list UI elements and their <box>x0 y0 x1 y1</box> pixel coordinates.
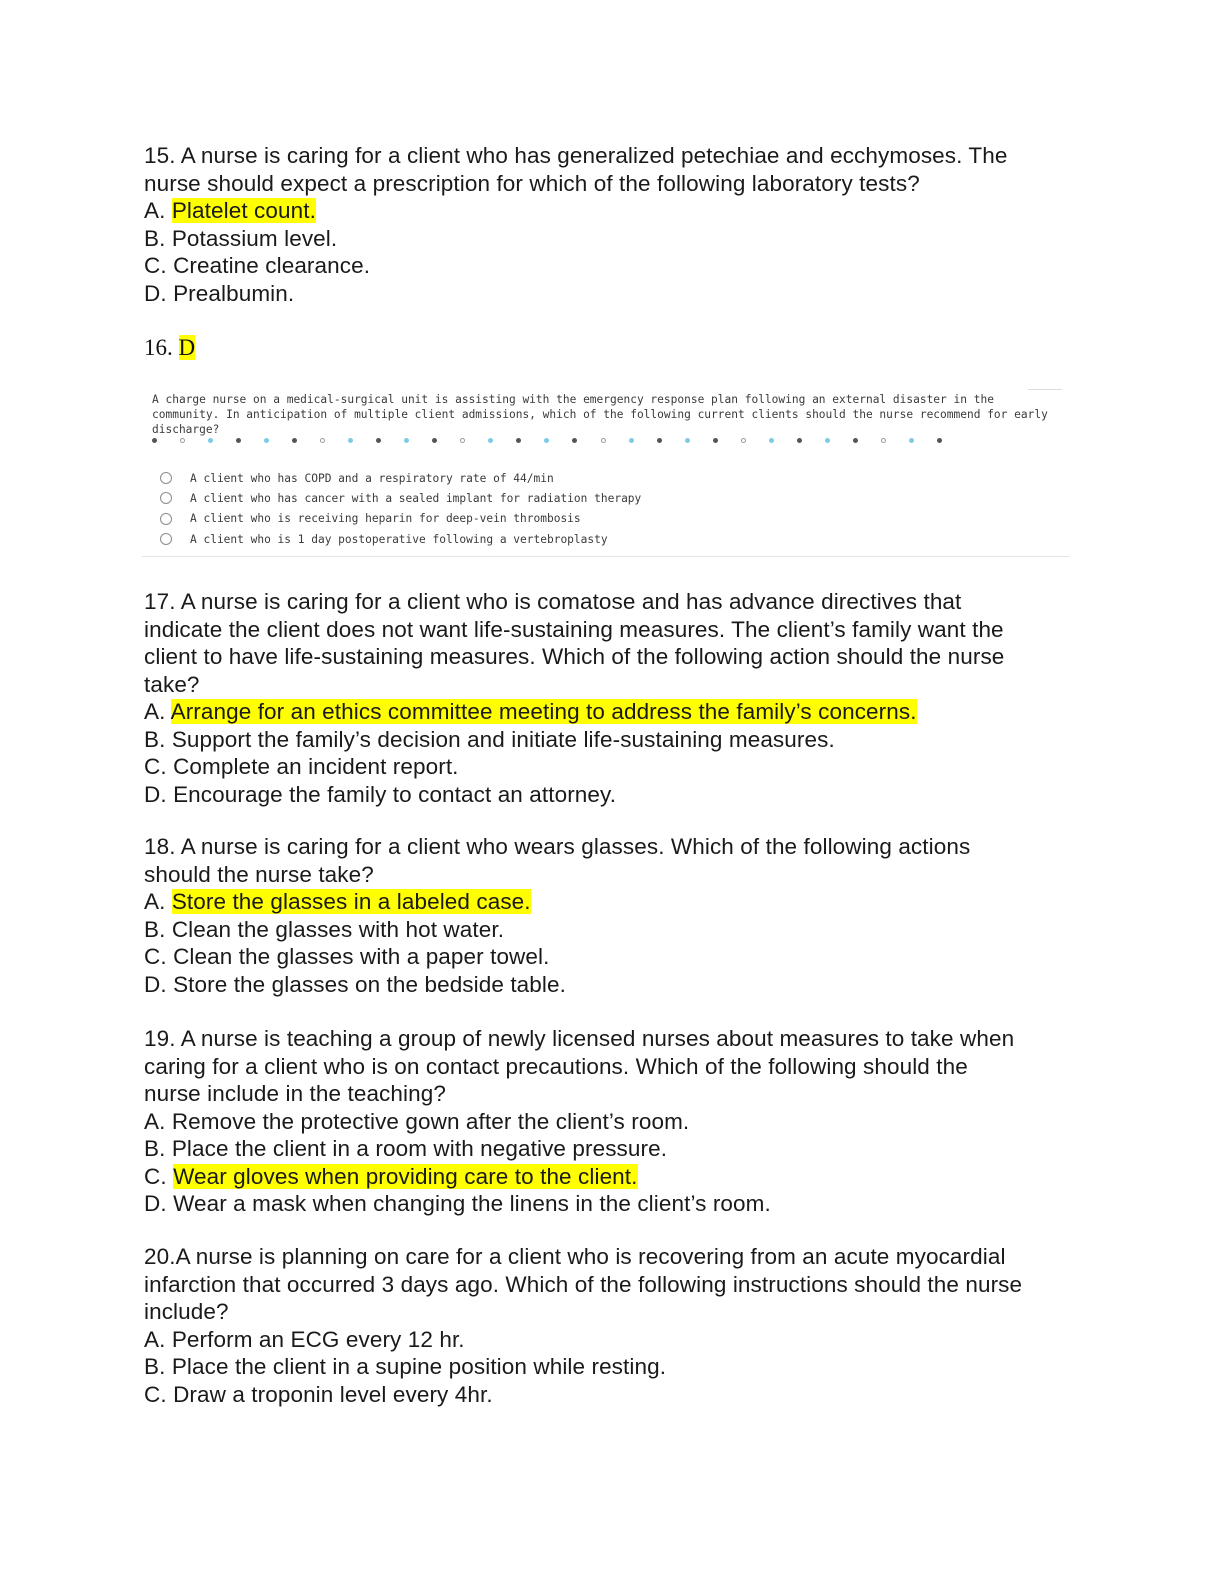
question-17-stem-line: take? <box>144 671 200 697</box>
option-a: A. Perform an ECG every 12 hr. <box>144 1326 465 1352</box>
question-20-stem-line: infarction that occurred 3 days ago. Which of the following instructions should the nurse <box>144 1271 1023 1297</box>
progress-dot <box>404 438 409 443</box>
question-15-stem-line: 15. A nurse is caring for a client who has generalized petechiae and ecchymoses. The <box>144 143 1008 168</box>
screenshot-option[interactable] <box>160 488 641 508</box>
option-a: A. Platelet count. <box>144 198 316 223</box>
option-d: D. Prealbumin. <box>144 280 295 306</box>
progress-dot <box>180 438 185 443</box>
option-b: B. Support the family’s decision and initiate life-sustaining measures. <box>144 726 835 752</box>
progress-dot <box>853 438 858 443</box>
screenshot-option[interactable] <box>160 468 641 488</box>
progress-dot <box>769 438 774 443</box>
highlighted-answer: Arrange for an ethics committee meeting to address the family’s concerns. <box>170 699 917 724</box>
progress-dot <box>825 438 830 443</box>
progress-dot <box>937 438 942 443</box>
option-a: A. Store the glasses in a labeled case. <box>144 889 531 914</box>
progress-dot <box>881 438 886 443</box>
progress-dot <box>320 438 325 443</box>
progress-dot <box>292 438 297 443</box>
question-16-number: 16. <box>144 335 173 360</box>
highlighted-answer: Store the glasses in a labeled case. <box>171 889 531 914</box>
option-d: D. Wear a mask when changing the linens in the client’s room. <box>144 1191 771 1216</box>
progress-dots <box>152 435 942 445</box>
highlighted-answer: Platelet count. <box>171 198 316 223</box>
option-b: B. Clean the glasses with hot water. <box>144 916 505 942</box>
screenshot-option-label: A client who has cancer with a sealed implant for radiation therapy <box>190 491 642 505</box>
question-18-stem-line: 18. A nurse is caring for a client who wears glasses. Which of the following actions <box>144 834 971 859</box>
progress-dot <box>516 438 521 443</box>
option-a: A. Arrange for an ethics committee meeting to address the family’s concerns. <box>144 699 917 724</box>
radio-button[interactable] <box>160 492 172 504</box>
radio-button[interactable] <box>160 472 172 484</box>
option-c: C. Complete an incident report. <box>144 754 459 779</box>
progress-dot <box>208 438 213 443</box>
question-18-stem-line: should the nurse take? <box>144 861 374 887</box>
question-17-stem-line: client to have life-sustaining measures. Which of the following action should the nurse <box>144 644 1005 669</box>
screenshot-option-label: A client who is 1 day postoperative following a vertebroplasty <box>190 532 608 546</box>
option-b: B. Place the client in a supine position while resting. <box>144 1354 667 1379</box>
option-b: B. Place the client in a room with negative pressure. <box>144 1136 668 1161</box>
question-15-stem-line: nurse should expect a prescription for which of the following laboratory tests? <box>144 170 920 196</box>
progress-dot <box>572 438 577 443</box>
question-15 <box>144 142 1074 307</box>
option-c: C. Wear gloves when providing care to the client. <box>144 1163 638 1189</box>
screenshot-option-label: A client who has COPD and a respiratory rate of 44/min <box>190 471 554 485</box>
progress-dot <box>348 438 353 443</box>
progress-dot <box>236 438 241 443</box>
screenshot-option[interactable] <box>160 509 641 529</box>
question-19-stem-line: caring for a client who is on contact precautions. Which of the following should the <box>144 1053 968 1079</box>
progress-dot <box>460 438 465 443</box>
radio-button[interactable] <box>160 513 172 525</box>
divider <box>1028 389 1062 390</box>
option-a: A. Remove the protective gown after the client’s room. <box>144 1108 690 1134</box>
question-20-stem-line: include? <box>144 1299 229 1324</box>
progress-dot <box>909 438 914 443</box>
embedded-quiz-screenshot <box>142 388 1070 557</box>
highlighted-answer: D <box>178 335 196 360</box>
progress-dot <box>741 438 746 443</box>
option-d: D. Store the glasses on the bedside table. <box>144 971 566 997</box>
progress-dot <box>376 438 381 443</box>
screenshot-option[interactable] <box>160 529 641 549</box>
progress-dot <box>432 438 437 443</box>
option-c: C. Creatine clearance. <box>144 253 371 278</box>
screenshot-option-label: A client who is receiving heparin for deep-vein thrombosis <box>190 512 581 526</box>
question-16-label <box>144 334 195 362</box>
option-c: C. Clean the glasses with a paper towel. <box>144 944 550 969</box>
question-17 <box>144 588 1074 808</box>
screenshot-question-text: A charge nurse on a medical-surgical unit is assisting with the emergency response plan following an external disaster in the community. In anticipation of multiple client admissions, which of the following current clients should the nurse recommend for early discharge? <box>152 393 1048 436</box>
question-17-stem-line: 17. A nurse is caring for a client who is comatose and has advance directives that <box>144 589 962 614</box>
progress-dot <box>544 438 549 443</box>
progress-dot <box>685 438 690 443</box>
progress-dot <box>152 438 157 443</box>
question-19 <box>144 1025 1074 1218</box>
progress-dot <box>629 438 634 443</box>
question-19-stem-line: nurse include in the teaching? <box>144 1081 446 1106</box>
progress-dot <box>488 438 493 443</box>
highlighted-answer: Wear gloves when providing care to the client. <box>173 1163 638 1189</box>
question-17-stem-line: indicate the client does not want life-sustaining measures. The client’s family want the <box>144 616 1004 642</box>
option-d: D. Encourage the family to contact an attorney. <box>144 781 617 807</box>
option-b: B. Potassium level. <box>144 225 338 251</box>
progress-dot <box>657 438 662 443</box>
progress-dot <box>797 438 802 443</box>
progress-dot <box>601 438 606 443</box>
progress-dot <box>264 438 269 443</box>
question-18 <box>144 833 1074 998</box>
option-c: C. Draw a troponin level every 4hr. <box>144 1381 493 1407</box>
progress-dot <box>713 438 718 443</box>
screenshot-options <box>160 468 641 549</box>
question-19-stem-line: 19. A nurse is teaching a group of newly licensed nurses about measures to take when <box>144 1026 1015 1051</box>
radio-button[interactable] <box>160 533 172 545</box>
question-20 <box>144 1243 1074 1408</box>
question-20-stem-line: 20.A nurse is planning on care for a client who is recovering from an acute myocardial <box>144 1244 1006 1269</box>
